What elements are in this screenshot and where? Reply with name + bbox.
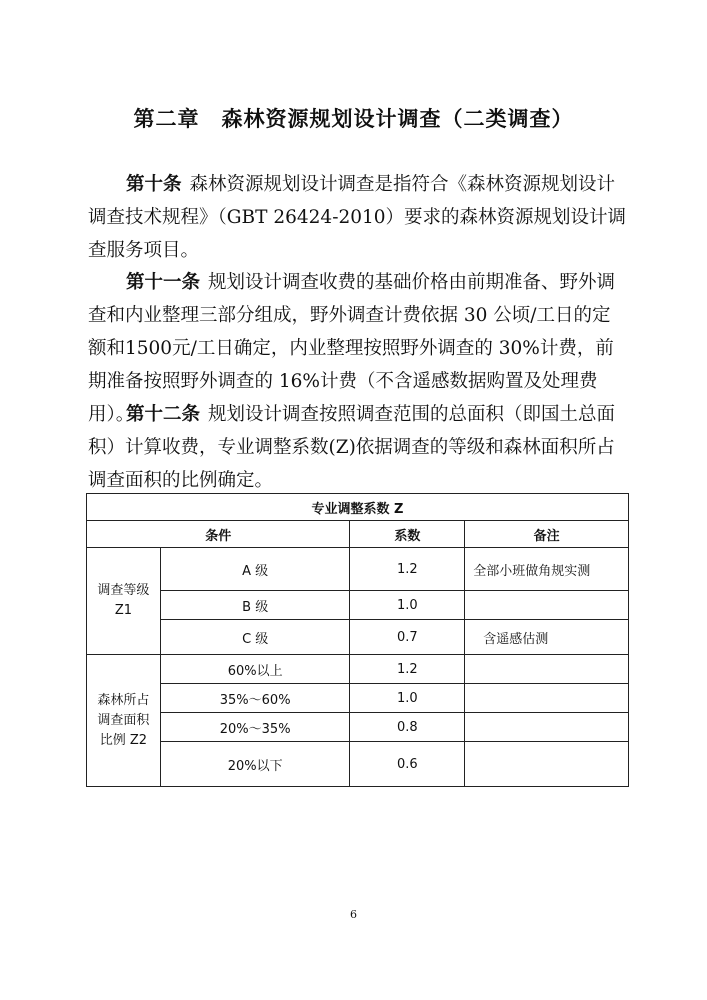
row-condition: A 级 xyxy=(160,548,350,591)
row-condition: 20%～35% xyxy=(160,713,350,742)
table-row xyxy=(87,548,629,591)
article-number: 第十二条 xyxy=(126,404,201,425)
table-header-row xyxy=(87,521,629,548)
table-row xyxy=(87,713,629,742)
article-number: 第十条 xyxy=(126,174,182,195)
row-note xyxy=(465,684,629,713)
row-condition: C 级 xyxy=(160,620,350,655)
row-note xyxy=(465,713,629,742)
header-note: 备注 xyxy=(465,521,629,548)
table-row xyxy=(87,655,629,684)
group-label-line: 比例 Z2 xyxy=(99,732,148,748)
row-coefficient: 1.2 xyxy=(350,655,465,684)
row-coefficient: 0.8 xyxy=(350,713,465,742)
article-12 xyxy=(88,398,628,497)
row-condition: 60%以上 xyxy=(160,655,350,684)
row-condition: 35%～60% xyxy=(160,684,350,713)
page-number: 6 xyxy=(350,908,357,921)
row-coefficient: 1.0 xyxy=(350,684,465,713)
group-label-forest-ratio xyxy=(87,655,161,787)
table-row xyxy=(87,742,629,787)
article-text: 森林资源规划设计调查是指符合《森林资源规划设计调查技术规程》（GBT 26424-2010）要求的森林资源规划设计调查服务项目。 xyxy=(88,174,627,261)
article-number: 第十一条 xyxy=(126,272,201,293)
header-condition: 条件 xyxy=(87,521,350,548)
table-caption: 专业调整系数 Z xyxy=(87,494,629,521)
row-note xyxy=(465,591,629,620)
table-caption-row xyxy=(87,494,629,521)
header-coefficient: 系数 xyxy=(350,521,465,548)
table-row xyxy=(87,620,629,655)
group-label-survey-grade xyxy=(87,548,161,655)
table-row xyxy=(87,684,629,713)
group-label-line: 调查等级 xyxy=(97,583,150,598)
group-label-line: Z1 xyxy=(114,603,133,618)
article-text: 规划设计调查按照调查范围的总面积（即国土总面积）计算收费，专业调整系数(Z)依据调查的等级和森林面积所占调查面积的比例确定。 xyxy=(88,404,616,491)
row-coefficient: 1.2 xyxy=(350,548,465,591)
group-label-line: 调查面积 xyxy=(97,712,150,728)
chapter-title: 第二章 森林资源规划设计调查（二类调查） xyxy=(133,107,574,131)
adjustment-coefficient-table xyxy=(86,493,629,787)
row-coefficient: 0.6 xyxy=(350,742,465,787)
row-note xyxy=(465,742,629,787)
group-label-line: 森林所占 xyxy=(97,692,150,708)
table-row xyxy=(87,591,629,620)
row-condition: 20%以下 xyxy=(160,742,350,787)
row-note: 含遥感估测 xyxy=(465,620,629,655)
row-note xyxy=(465,655,629,684)
article-text: 规划设计调查收费的基础价格由前期准备、野外调查和内业整理三部分组成，野外调查计费依据 30 公顷/工日的定额和1500元/工日确定，内业整理按照野外调查的 30%计费，前期准备按照野外调查的 16%计费（不含遥感数据购置及处理费用）。 xyxy=(88,272,616,425)
row-condition: B 级 xyxy=(160,591,350,620)
row-coefficient: 0.7 xyxy=(350,620,465,655)
row-note: 全部小班做角规实测 xyxy=(465,548,629,591)
article-10 xyxy=(88,168,628,267)
row-coefficient: 1.0 xyxy=(350,591,465,620)
